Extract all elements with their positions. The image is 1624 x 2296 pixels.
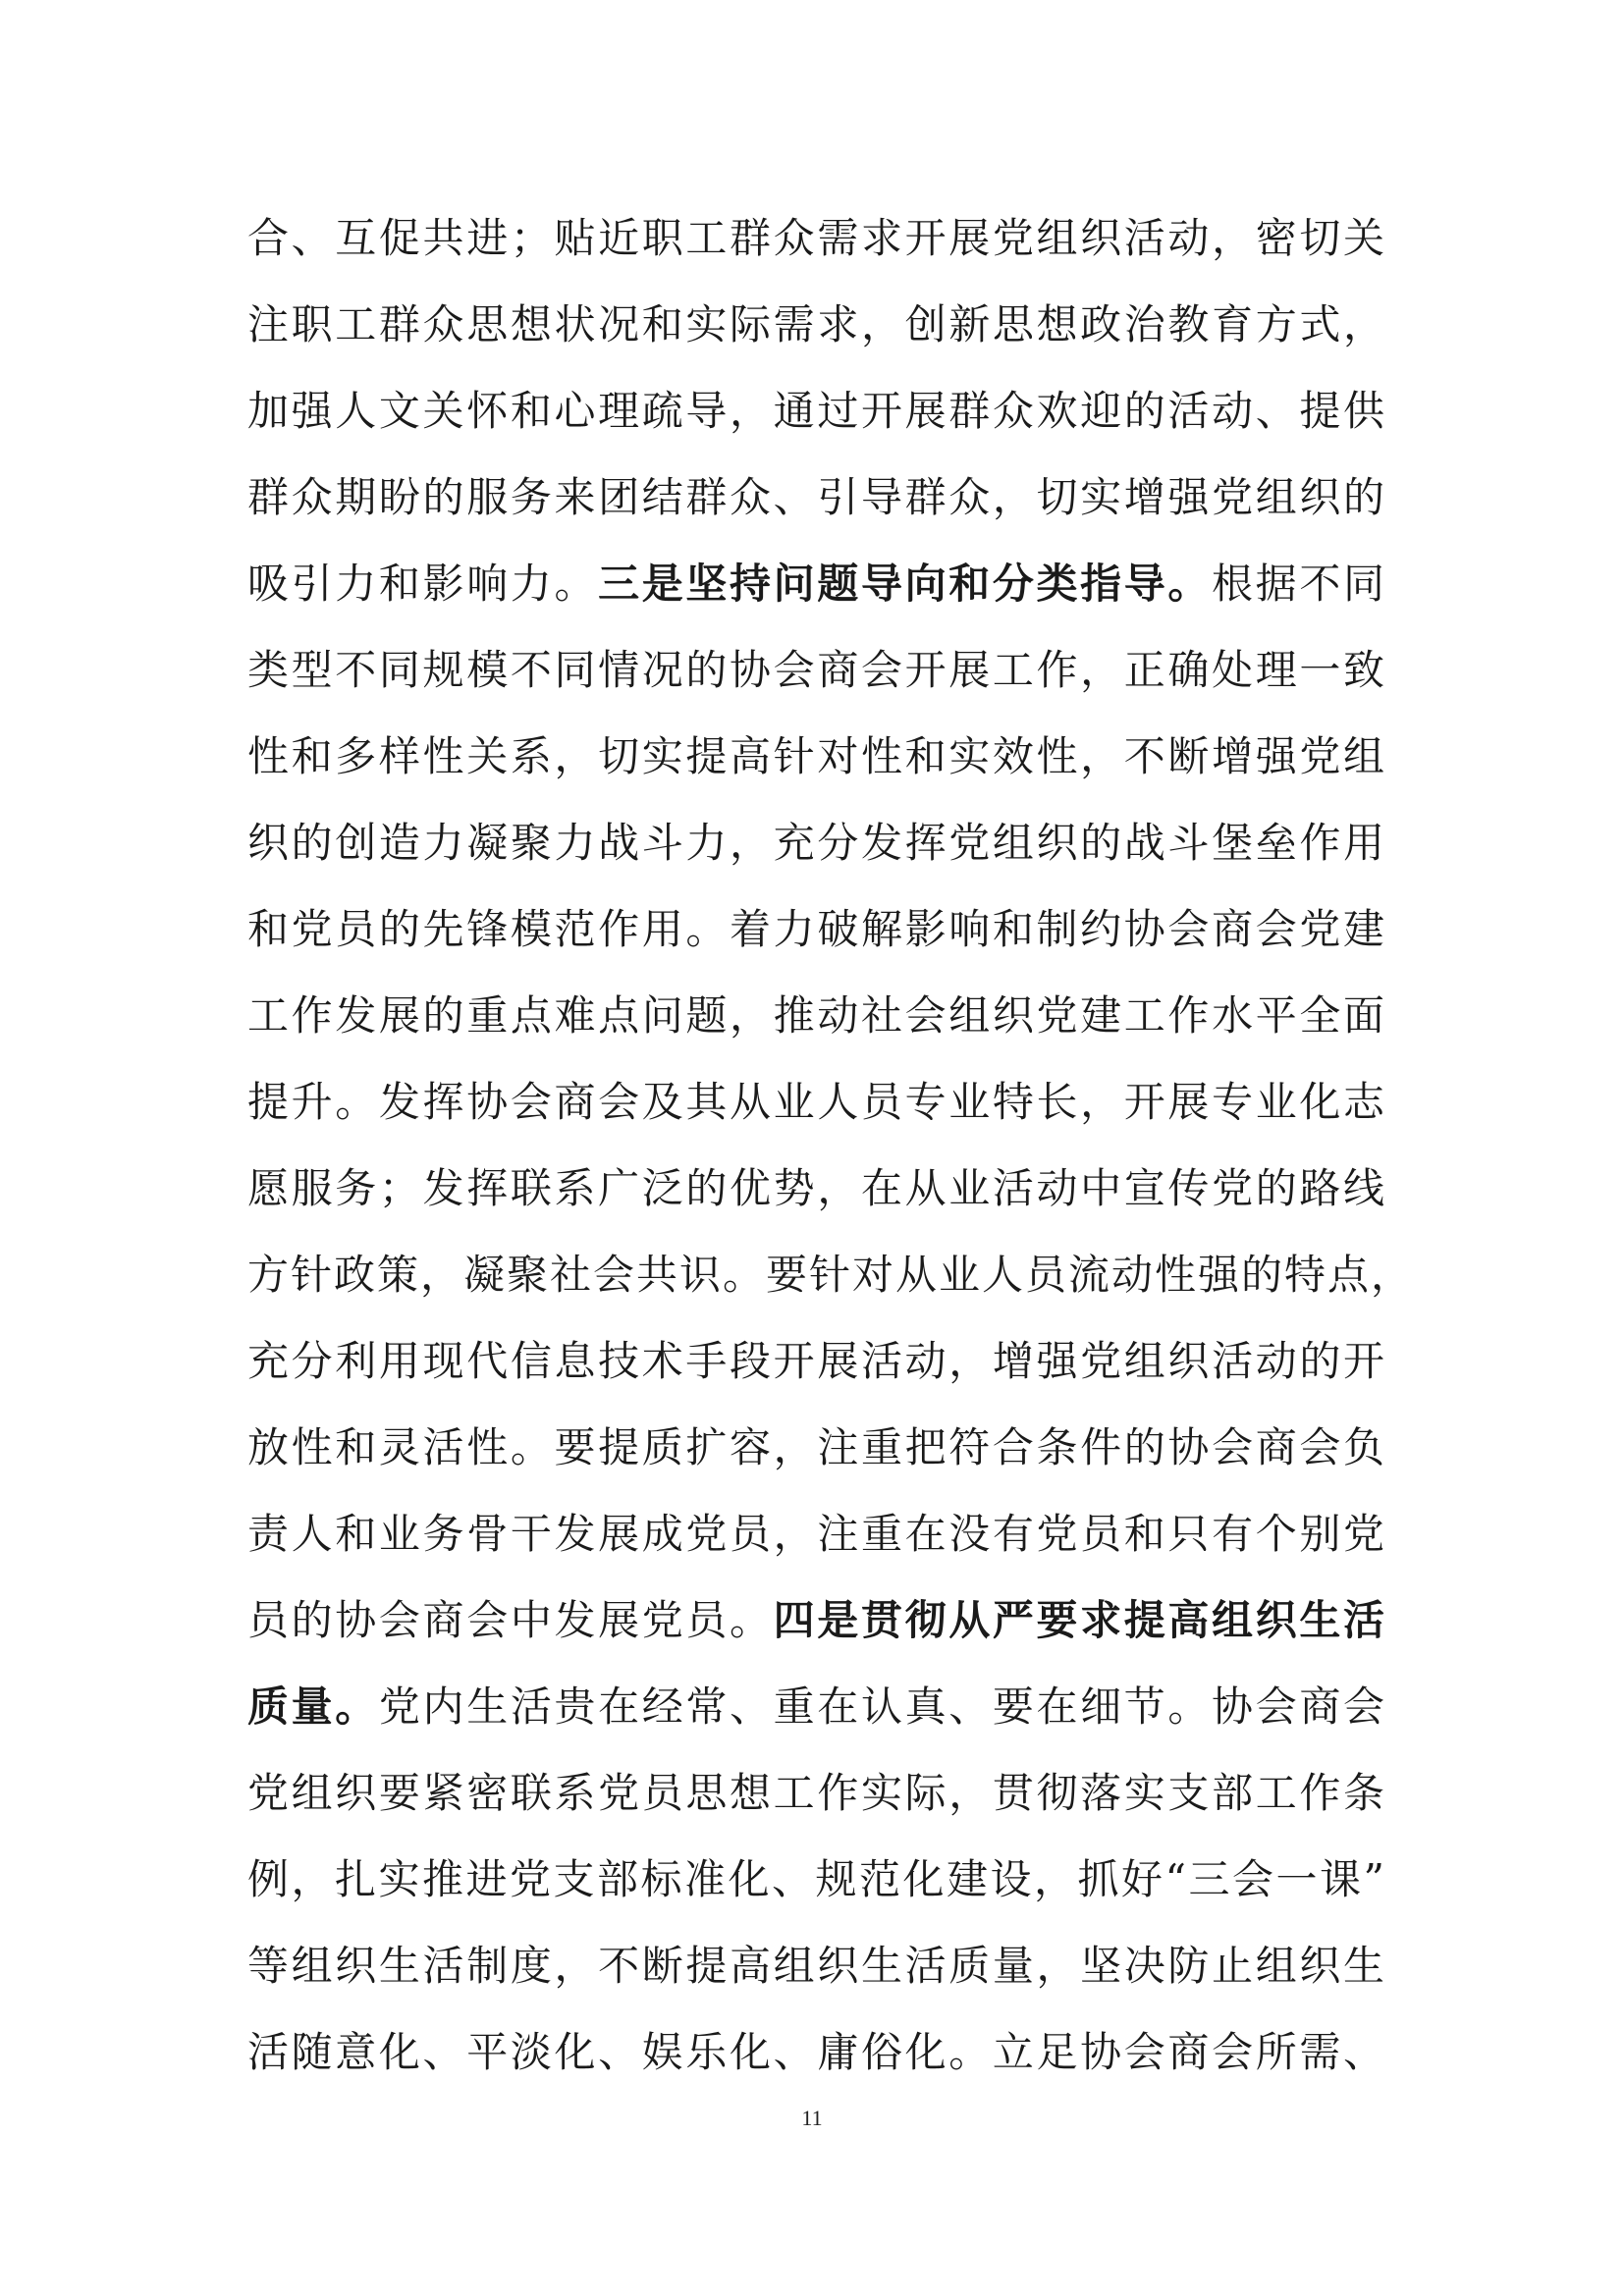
text-line [247, 986, 1386, 1072]
body-text-segment: 织的创造力凝聚力战斗力，充分发挥党组织的战斗堡垒作用 [247, 819, 1386, 867]
body-text-segment: 加强人文关怀和心理疏导，通过开展群众欢迎的活动、提供 [247, 387, 1386, 435]
text-line [247, 467, 1386, 554]
body-text-segment: 性和多样性关系，切实提高针对性和实效性，不断增强党组 [247, 732, 1386, 780]
text-line [247, 1417, 1386, 1504]
text-line [247, 1072, 1386, 1158]
body-text-segment: 注职工群众思想状况和实际需求，创新思想政治教育方式， [247, 300, 1386, 348]
bold-heading-text: 三是坚持问题导向和分类指导。 [598, 560, 1213, 608]
body-text-segment: 和党员的先锋模范作用。着力破解影响和制约协会商会党建 [247, 905, 1386, 953]
text-line [247, 1849, 1386, 1936]
text-line [247, 1331, 1386, 1417]
text-line [247, 1590, 1386, 1677]
text-line [247, 294, 1386, 381]
body-text-segment: 吸引力和影响力。 [247, 560, 599, 608]
body-text-segment: 群众期盼的服务来团结群众、引导群众，切实增强党组织的 [247, 473, 1386, 521]
body-text-segment: 责人和业务骨干发展成党员，注重在没有党员和只有个别党 [247, 1510, 1386, 1558]
body-text-segment: 充分利用现代信息技术手段开展活动，增强党组织活动的开 [247, 1337, 1386, 1385]
body-text-segment: 方针政策，凝聚社会共识。要针对从业人员流动性强的特点， [247, 1251, 1415, 1299]
body-text-segment: 放性和灵活性。要提质扩容，注重把符合条件的协会商会负 [247, 1423, 1386, 1471]
text-line [247, 1677, 1386, 1763]
text-line [247, 726, 1386, 813]
text-line [247, 1504, 1386, 1590]
bold-heading-text: 四是贯彻从严要求提高组织生活 [773, 1596, 1386, 1644]
body-text-segment: 根据不同 [1212, 560, 1386, 608]
text-line [247, 2022, 1386, 2109]
body-text [247, 208, 1415, 2109]
body-text-segment: 活随意化、平淡化、娱乐化、庸俗化。立足协会商会所需、 [247, 2028, 1386, 2076]
text-line [247, 899, 1386, 986]
text-line [247, 1158, 1386, 1245]
text-line [247, 1245, 1415, 1331]
bold-heading-text: 质量。 [247, 1682, 379, 1731]
text-line [247, 554, 1386, 640]
body-text-segment: 类型不同规模不同情况的协会商会开展工作，正确处理一致 [247, 646, 1386, 694]
text-line [247, 381, 1386, 467]
body-text-segment: 例，扎实推进党支部标准化、规范化建设，抓好“三会一课” [247, 1855, 1386, 1903]
text-line [247, 1763, 1386, 1849]
page-number: 11 [801, 2106, 823, 2130]
body-text-segment: 等组织生活制度，不断提高组织生活质量，坚决防止组织生 [247, 1942, 1386, 1990]
body-text-segment: 提升。发挥协会商会及其从业人员专业特长，开展专业化志 [247, 1078, 1386, 1126]
body-text-segment: 愿服务；发挥联系广泛的优势，在从业活动中宣传党的路线 [247, 1164, 1386, 1212]
body-text-segment: 合、互促共进；贴近职工群众需求开展党组织活动，密切关 [247, 214, 1386, 262]
text-line [247, 208, 1386, 294]
body-text-segment: 党内生活贵在经常、重在认真、要在细节。协会商会 [378, 1682, 1386, 1731]
text-line [247, 813, 1386, 899]
body-text-segment: 员的协会商会中发展党员。 [247, 1596, 774, 1644]
text-line [247, 640, 1386, 726]
text-line [247, 1936, 1386, 2022]
body-text-segment: 党组织要紧密联系党员思想工作实际，贯彻落实支部工作条 [247, 1769, 1386, 1817]
body-text-segment: 工作发展的重点难点问题，推动社会组织党建工作水平全面 [247, 991, 1386, 1040]
